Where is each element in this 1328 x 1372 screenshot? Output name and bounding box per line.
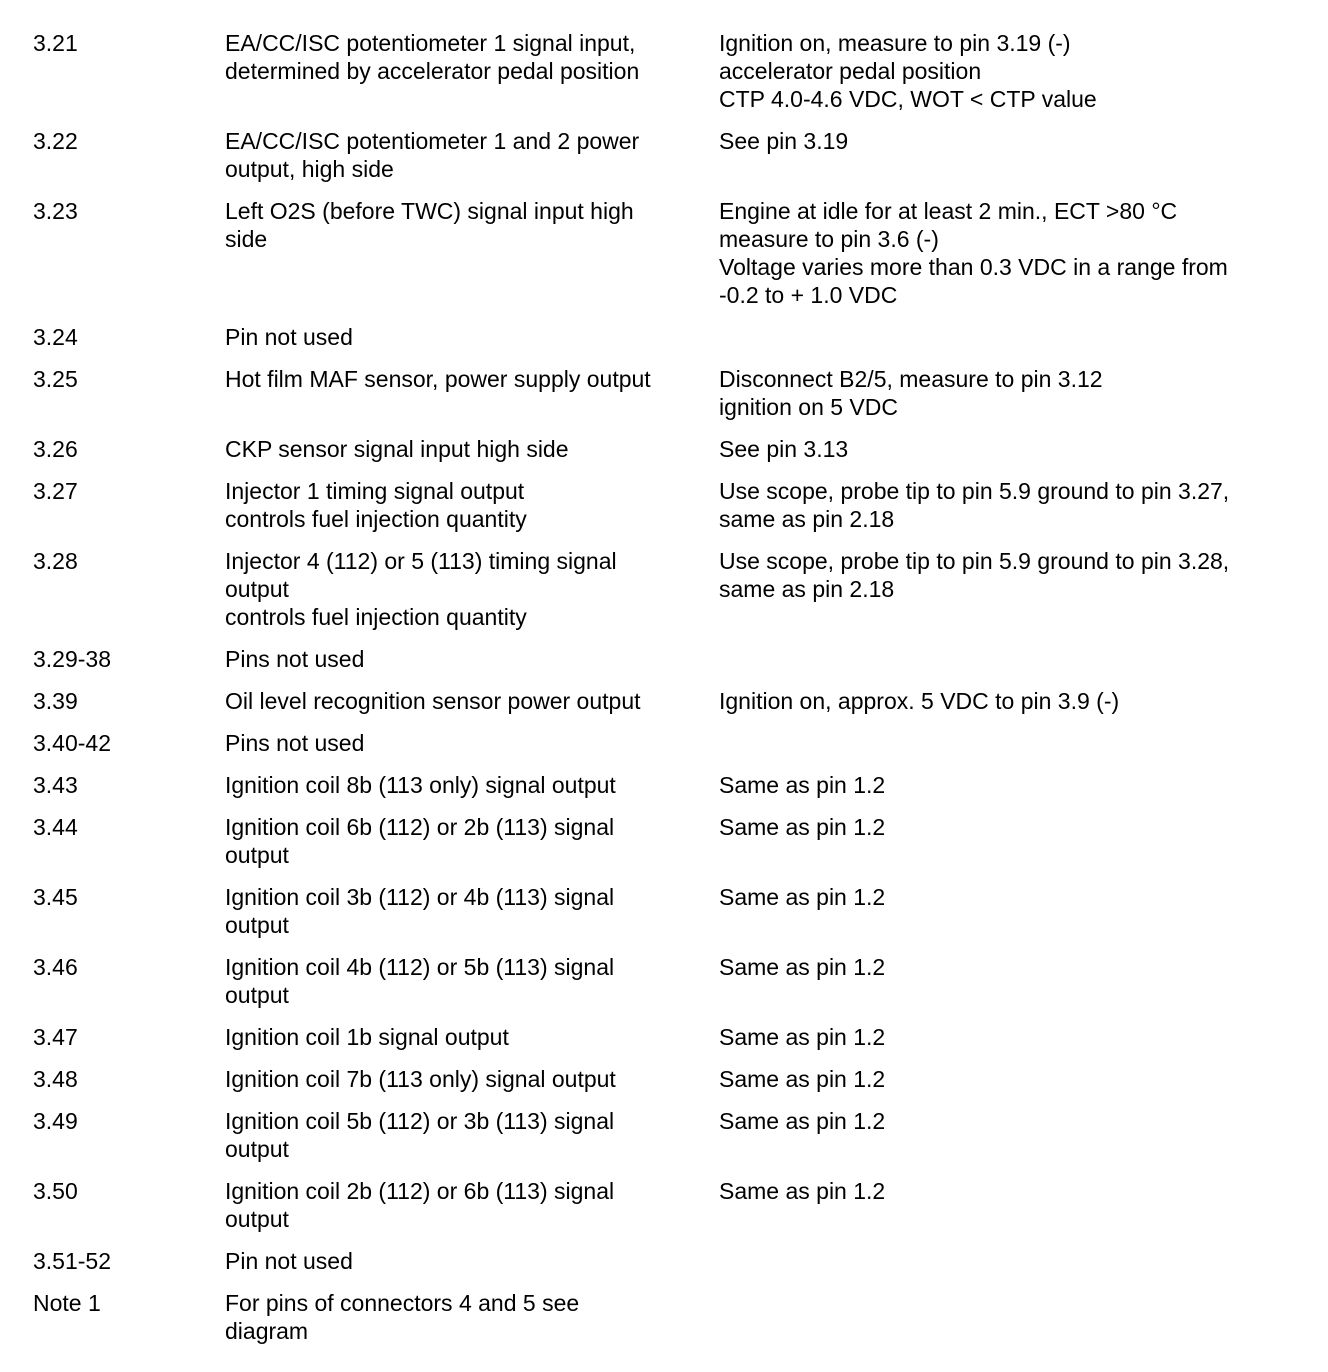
pin-number: 3.50	[33, 1178, 78, 1204]
pin-function: EA/CC/ISC potentiometer 1 signal input, determined by accelerator pedal position	[225, 30, 640, 84]
pin-test-condition: Same as pin 1.2	[719, 1178, 886, 1204]
table-row	[33, 1107, 1313, 1177]
pin-test-condition: Disconnect B2/5, measure to pin 3.12 ignition on 5 VDC	[719, 366, 1103, 420]
pin-function: Pin not used	[225, 324, 353, 350]
pin-number: 3.21	[33, 30, 78, 56]
pin-function: Ignition coil 5b (112) or 3b (113) signal output	[225, 1108, 615, 1162]
pin-number: 3.40-42	[33, 730, 112, 756]
table-row	[33, 477, 1313, 547]
pin-function: Ignition coil 2b (112) or 6b (113) signal output	[225, 1178, 615, 1232]
table-row	[33, 435, 1313, 477]
table-row	[33, 127, 1313, 197]
pin-number: 3.25	[33, 366, 78, 392]
pin-test-condition: Use scope, probe tip to pin 5.9 ground to pin 3.27, same as pin 2.18	[719, 478, 1230, 532]
table-row	[33, 883, 1313, 953]
pin-number: 3.28	[33, 548, 78, 574]
pin-function: EA/CC/ISC potentiometer 1 and 2 power output, high side	[225, 128, 640, 182]
pin-function: Left O2S (before TWC) signal input high side	[225, 198, 634, 252]
table-row	[33, 687, 1313, 729]
pin-function: CKP sensor signal input high side	[225, 436, 569, 462]
pin-test-condition: Same as pin 1.2	[719, 772, 886, 798]
pin-function: Ignition coil 3b (112) or 4b (113) signal output	[225, 884, 615, 938]
pin-function: Oil level recognition sensor power output	[225, 688, 641, 714]
pin-number: 3.48	[33, 1066, 78, 1092]
pin-number: 3.22	[33, 128, 78, 154]
pin-number: 3.27	[33, 478, 78, 504]
table-row	[33, 29, 1313, 127]
pin-function: Injector 1 timing signal output controls fuel injection quantity	[225, 478, 527, 532]
pin-number: 3.47	[33, 1024, 78, 1050]
pin-function: Ignition coil 1b signal output	[225, 1024, 509, 1050]
pin-number: 3.23	[33, 198, 78, 224]
table-row	[33, 771, 1313, 813]
note-label: Note 1	[33, 1290, 101, 1316]
pin-test-condition: Ignition on, approx. 5 VDC to pin 3.9 (-)	[719, 688, 1120, 714]
pin-number: 3.46	[33, 954, 78, 980]
pin-number: 3.24	[33, 324, 78, 350]
table-row	[33, 197, 1313, 323]
pin-test-condition: Engine at idle for at least 2 min., ECT >80 °C measure to pin 3.6 (-) Voltage varies more than 0.3 VDC in a range from -0.2 to + 1.0 VDC	[719, 198, 1228, 308]
table-row	[33, 1177, 1313, 1247]
table-row	[33, 1023, 1313, 1065]
pin-function: Ignition coil 7b (113 only) signal output	[225, 1066, 616, 1092]
pin-number: 3.49	[33, 1108, 78, 1134]
pin-test-condition: Use scope, probe tip to pin 5.9 ground to pin 3.28, same as pin 2.18	[719, 548, 1230, 602]
pin-number: 3.51-52	[33, 1248, 112, 1274]
pin-number: 3.45	[33, 884, 78, 910]
pin-number: 3.29-38	[33, 646, 112, 672]
pin-function: Pins not used	[225, 730, 365, 756]
pin-function: Ignition coil 4b (112) or 5b (113) signal output	[225, 954, 615, 1008]
pin-function: Hot film MAF sensor, power supply output	[225, 366, 651, 392]
table-row	[33, 729, 1313, 771]
table-row	[33, 953, 1313, 1023]
note-text: For pins of connectors 4 and 5 see diagram	[225, 1290, 580, 1344]
pin-function: Ignition coil 8b (113 only) signal output	[225, 772, 616, 798]
pin-function: Pin not used	[225, 1248, 353, 1274]
pin-number: 3.26	[33, 436, 78, 462]
pin-test-condition: Same as pin 1.2	[719, 954, 886, 980]
pin-test-condition: See pin 3.19	[719, 128, 849, 154]
table-row	[33, 1247, 1313, 1289]
pin-number: 3.43	[33, 772, 78, 798]
pin-number: 3.39	[33, 688, 78, 714]
pin-number: 3.44	[33, 814, 78, 840]
pin-function: Injector 4 (112) or 5 (113) timing signal output controls fuel injection quantity	[225, 548, 617, 630]
table-row	[33, 547, 1313, 645]
table-row	[33, 645, 1313, 687]
table-row	[33, 1065, 1313, 1107]
pin-test-condition: Same as pin 1.2	[719, 884, 886, 910]
pin-test-condition: Same as pin 1.2	[719, 1024, 886, 1050]
pin-table	[33, 29, 1313, 1359]
pin-test-condition: Same as pin 1.2	[719, 814, 886, 840]
pin-test-condition: Ignition on, measure to pin 3.19 (-) accelerator pedal position CTP 4.0-4.6 VDC, WOT < CTP value	[719, 30, 1097, 112]
table-row	[33, 813, 1313, 883]
pin-test-condition: Same as pin 1.2	[719, 1066, 886, 1092]
table-row	[33, 323, 1313, 365]
table-row	[33, 365, 1313, 435]
pin-function: Pins not used	[225, 646, 365, 672]
pin-test-condition: See pin 3.13	[719, 436, 849, 462]
table-row	[33, 1289, 1313, 1359]
pin-test-condition: Same as pin 1.2	[719, 1108, 886, 1134]
pin-function: Ignition coil 6b (112) or 2b (113) signal output	[225, 814, 615, 868]
